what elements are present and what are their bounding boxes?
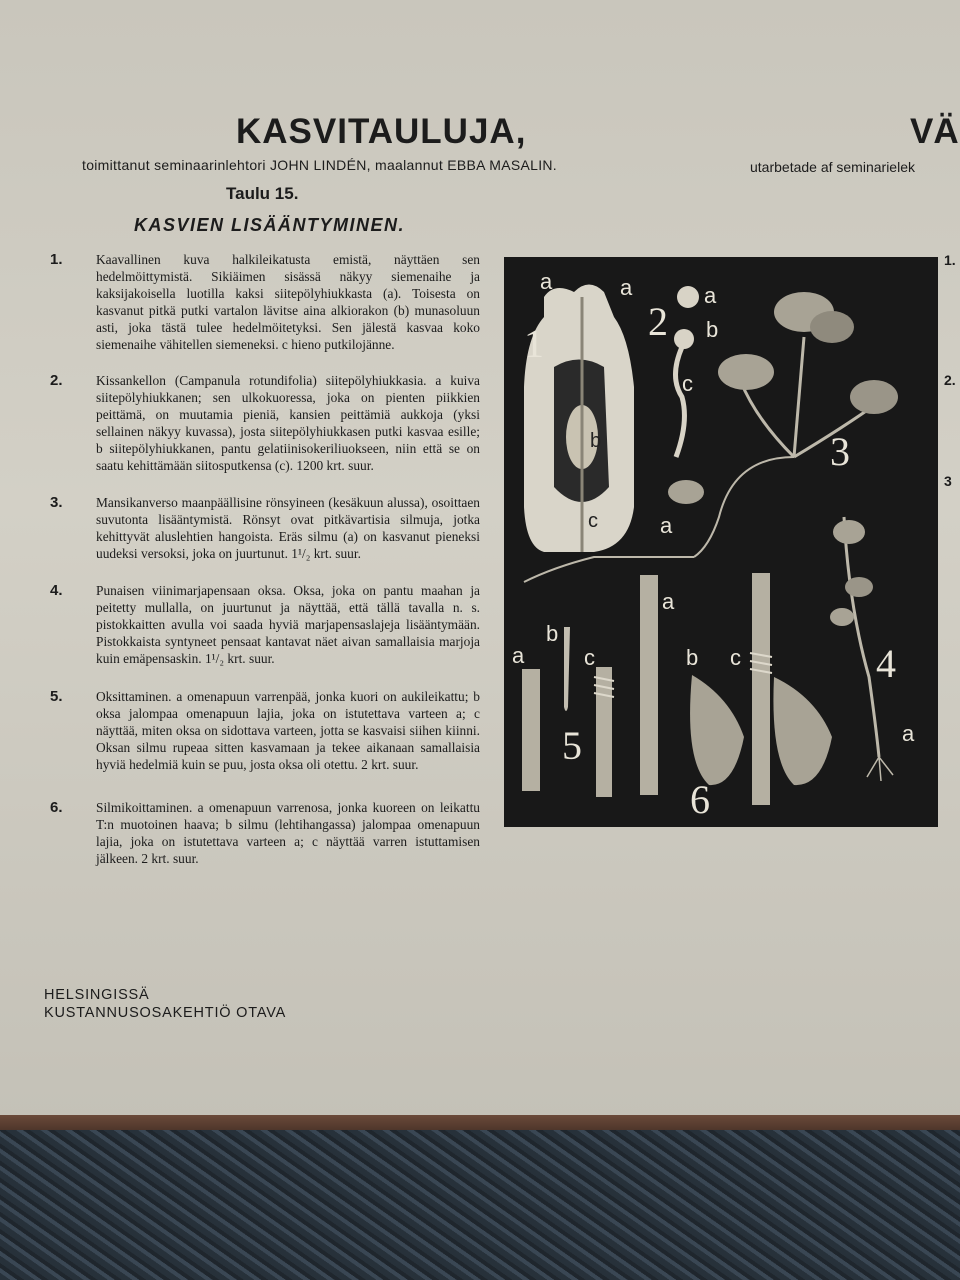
budding-stock-a <box>640 575 658 795</box>
label-b: b <box>706 317 719 342</box>
figure-number-2: 2 <box>648 299 668 344</box>
list-item <box>50 372 480 474</box>
item-number: 4. <box>50 582 63 599</box>
item-text: Oksittaminen. a omenapuun varrenpää, jonka kuori on aukileikattu; b oksa jalompaa omenapuun lajia, joka on istutettava varteen a; c näyttää, miten oksa on sidottava varteen, jotta se kasvaisi siihen kiinni. Oksan silmu rupeaa sitten kasvamaan ja tekee aikanaan samallaisia hyviä hedelmiä kuin se puu, josta oksa oli otettu. 2 krt. suur. <box>96 689 480 772</box>
budding-leaf-b <box>690 675 744 785</box>
label-a: a <box>540 269 553 294</box>
figure-number-3: 3 <box>830 429 850 474</box>
publisher-footer <box>44 986 286 1022</box>
label-c: c <box>588 510 598 532</box>
list-item <box>50 494 480 562</box>
budding-stock-c <box>752 573 770 805</box>
label-a: a <box>660 513 673 538</box>
facing-item-number: 1. <box>944 252 956 268</box>
figure-number-4: 4 <box>876 641 896 686</box>
item-number: 6. <box>50 799 63 816</box>
publisher-city: HELSINGISSÄ <box>44 987 150 1003</box>
label-c: c <box>584 645 595 670</box>
item-text: Mansikanverso maanpäällisine rönsyineen (kesäkuun alussa), osoittaen suvutonta lisääntymistä. Rönsyt ovat pitkävartisia silmuja, jotka kehittyvät aluslehtien hangoista. Eräs silmu (a) on kasvanut pieneksi uudeksi versoksi, joka on juurtunut. 1¹/₂ krt. suur. <box>96 495 480 561</box>
label-a: a <box>902 721 915 746</box>
item-number: 1. <box>50 251 63 268</box>
section-heading: KASVIEN LISÄÄNTYMINEN. <box>134 215 406 235</box>
label-a: a <box>704 283 717 308</box>
graft-scion-b <box>564 627 570 711</box>
label-c: c <box>730 645 741 670</box>
botanical-illustration <box>504 257 938 827</box>
list-item <box>50 799 480 867</box>
item-text: Punaisen viinimarjapensaan oksa. Oksa, joka on pantu maahan ja peitetty mullalla, on juurtunut ja näyttää, että tällä tavalla n. s. pistokkaitten avulla voi saada hyviä marjapensaslajeja lisääntymään. Pistokkaista syntyneet pensaat kantavat näet aivan samallaisia marjoja kuin emäpensaskin. 1¹/₂ krt. suur. <box>96 583 480 666</box>
list-item <box>50 582 480 667</box>
pollen-grain-a <box>677 286 699 308</box>
figure-number-6: 6 <box>690 777 710 822</box>
facing-title-fragment: VÄ <box>910 112 959 151</box>
pollen-tube <box>676 347 685 457</box>
item-text: Silmikoittaminen. a omenapuun varrenosa, jonka kuoreen on leikattu T:n muotoinen haava; b silmu (lehtihangassa) jalompaa omenapuun lajia, joka on istutettava varteen a; c näyttää varren istuttamisen jälkeen. 2 krt. suur. <box>96 800 480 866</box>
publisher-name: KUSTANNUSOSAKEHTIÖ OTAVA <box>44 1005 287 1021</box>
facing-subtitle-fragment: utarbetade af seminarielek <box>750 159 915 175</box>
facing-item-number: 2. <box>944 372 956 388</box>
item-number: 2. <box>50 372 63 389</box>
item-number: 5. <box>50 688 63 705</box>
list-item <box>50 688 480 773</box>
plate-number: Taulu 15. <box>226 184 299 203</box>
illustration-svg <box>504 257 938 827</box>
graft-stock-a <box>522 669 540 791</box>
page-title: KASVITAULUJA, <box>236 112 527 151</box>
item-text: Kaavallinen kuva halkileikatusta emistä, näyttäen sen hedelmöittymistä. Sikiäimen sisässä näkyy siemenaihe ja kaksijakoisella luotilla kaksi siitepölyhiukkasta (a). Toisesta on kasvanut pitkä putki vartalon lävitse aina alkiorakon (b) munasoluun asti, joka tästä tulee hedelmöitetyksi. Sen jälestä kasvaa koko siemenaihe vähitellen siemeneksi. c hieno putkilojänne. <box>96 252 480 352</box>
item-number: 3. <box>50 494 63 511</box>
fabric-background <box>0 1130 960 1280</box>
figure-number-5: 5 <box>562 723 582 768</box>
label-c: c <box>682 371 693 396</box>
label-a: a <box>620 275 633 300</box>
list-item <box>50 251 480 353</box>
label-b: b <box>686 645 699 670</box>
pollen-grain-b <box>674 329 694 349</box>
page-subtitle: toimittanut seminaarinlehtori JOHN LINDÉN, maalannut EBBA MASALIN. <box>82 157 557 173</box>
label-a: a <box>512 643 525 668</box>
item-text: Kissankellon (Campanula rotundifolia) siitepölyhiukkasia. a kuiva siitepölyhiukkanen; sen ulkokuoressa, joka on pienten piikkien peittämä, on muutamia pieniä, kansien peittämiä aukkoja (yksi sellainen näkyy kuvassa), josta siitepölyhiukkasen putki kasvaa esille; b siitepölyhiukkanen, pantu gelatiinisokeriliuokseen, niin että se on saatu kehittämään siitosputkensa (c). 1200 krt. suur. <box>96 373 480 473</box>
budding-leaf-c <box>773 677 832 785</box>
label-b: b <box>546 621 559 646</box>
figure-number-1: 1 <box>524 321 544 366</box>
facing-item-number: 3 <box>944 473 952 489</box>
label-b: b <box>590 430 602 452</box>
label-a: a <box>662 589 675 614</box>
